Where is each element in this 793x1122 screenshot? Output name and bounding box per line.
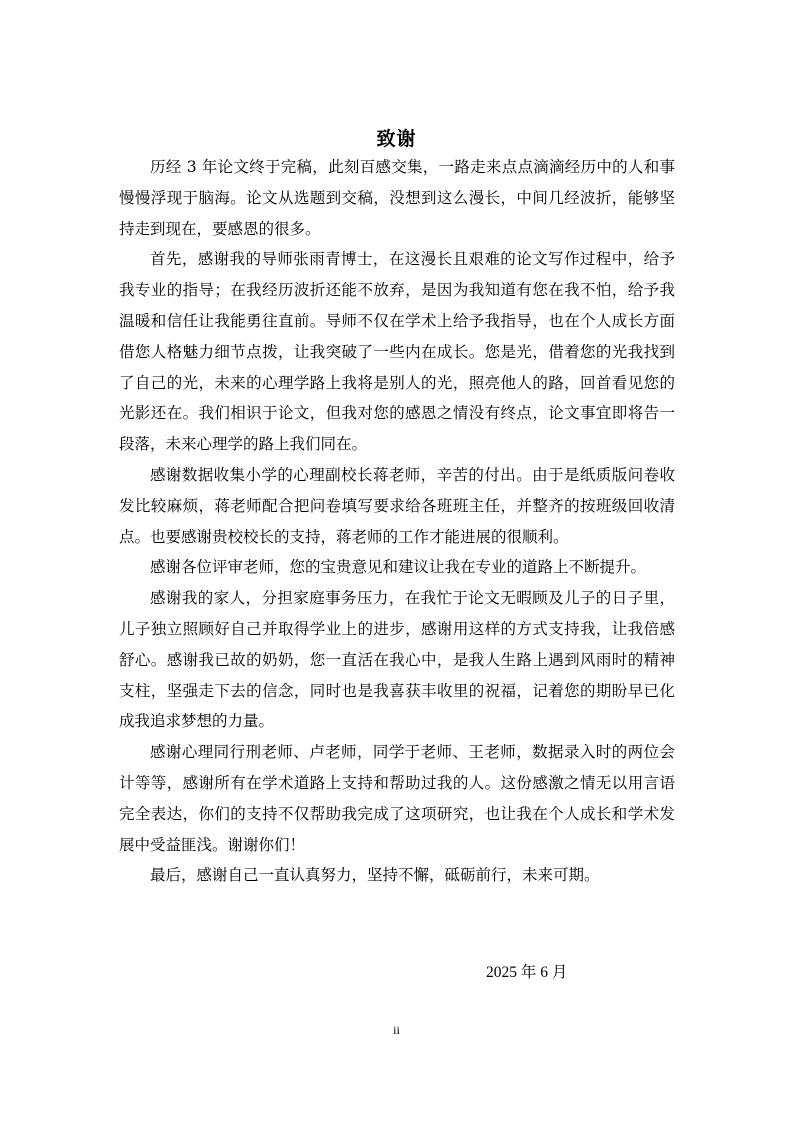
paragraph: 历经 3 年论文终于完稿，此刻百感交集，一路走来点点滴滴经历中的人和事慢慢浮现于脑海。论文从选题到交稿，没想到这么漫长，中间几经波折，能够坚持走到现在，要感恩的很多。 xyxy=(119,158,675,238)
paragraph: 感谢各位评审老师，您的宝贵意见和建议让我在专业的道路上不断提升。 xyxy=(150,558,647,577)
paragraph: 首先，感谢我的导师张雨青博士，在这漫长且艰难的论文写作过程中，给予我专业的指导；在我经历波折还能不放弃，是因为我知道有您在我不怕，给予我温暖和信任让我能勇往直前。导师不仅在学术上给予我指导，也在个人成长方面借您人格魅力细节点拨，让我突破了一些内在成长。您是光，借着您的光我找到了自己的光，未来的心理学路上我将是别人的光，照亮他人的路，回首看见您的光影还在。我们相识于论文，但我对您的感恩之情没有终点，论文事宜即将告一段落，未来心理学的路上我们同在。 xyxy=(119,250,675,454)
paragraph: 最后，感谢自己一直认真努力，坚持不懈，砥砺前行，未来可期。 xyxy=(150,866,600,885)
paragraph: 感谢心理同行刑老师、卢老师，同学于老师、王老师，数据录入时的两位会计等等，感谢所有在学术道路上支持和帮助过我的人。这份感激之情无以用言语完全表达，你们的支持不仅帮助我完成了这项研究，也让我在个人成长和学术发展中受益匪浅。谢谢你们！ xyxy=(119,743,675,854)
page-number: ii xyxy=(393,1023,400,1037)
acknowledgement-body xyxy=(119,152,675,891)
paragraph: 感谢我的家人，分担家庭事务压力，在我忙于论文无暇顾及儿子的日子里，儿子独立照顾好自己并取得学业上的进步，感谢用这样的方式支持我，让我倍感舒心。感谢我已故的奶奶，您一直活在我心中，是我人生路上遇到风雨时的精神支柱，坚强走下去的信念，同时也是我喜获丰收里的祝福，记着您的期盼早已化成我追求梦想的力量。 xyxy=(119,589,675,731)
signature-date: 2025 年 6 月 xyxy=(486,964,568,981)
paragraph: 感谢数据收集小学的心理副校长蒋老师，辛苦的付出。由于是纸质版问卷收发比较麻烦，蒋老师配合把问卷填写要求给各班班主任，并整齐的按班级回收清点。也要感谢贵校校长的支持，蒋老师的工作才能进展的很顺利。 xyxy=(119,465,675,546)
page-title: 致谢 xyxy=(376,128,417,150)
